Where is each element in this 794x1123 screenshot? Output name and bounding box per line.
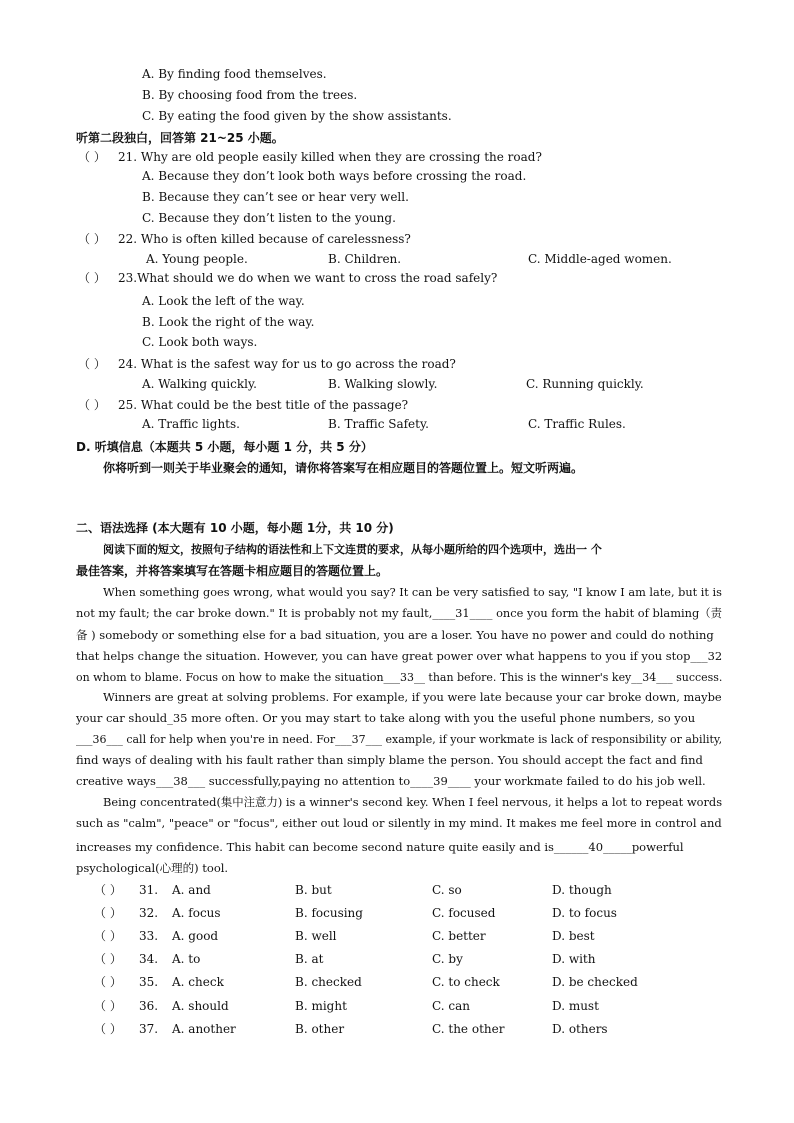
q34-option-c: C. by xyxy=(432,952,463,966)
q24-bracket: （ ） xyxy=(78,357,106,371)
q24-option-b: B. Walking slowly. xyxy=(328,377,438,391)
q33-bracket: （ ） xyxy=(94,929,122,943)
passage-line: Being concentrated(集中注意力) is a winner's second key. When I feel nervous, it helps a lot to repeat words xyxy=(103,795,723,809)
passage-line: increases my confidence. This habit can become second nature quite easily and is______40_____powerful xyxy=(76,840,684,854)
q21-option-b: B. Because they can’t see or hear very well. xyxy=(142,190,409,204)
passage-line: ___36___ call for help when you're in need. For___37___ example, if your workmate is lack of responsibility or ability, xyxy=(76,732,723,746)
passage-line: creative ways___38___ successfully,paying no attention to____39____ your workmate failed to do his job well. xyxy=(76,774,706,788)
q37-option-d: D. others xyxy=(552,1022,608,1036)
q31-number: 31. xyxy=(139,883,159,897)
grammar-instruction-2: 最佳答案，并将答案填写在答题卡相应题目的答题位置上。 xyxy=(76,564,389,578)
q31-option-a: A. and xyxy=(172,883,211,897)
q37-number: 37. xyxy=(139,1022,159,1036)
q36-option-d: D. must xyxy=(552,999,599,1013)
q35-number: 35. xyxy=(139,975,159,989)
q25-option-a: A. Traffic lights. xyxy=(142,417,240,431)
passage-line: When something goes wrong, what would you say? It can be very satisfied to say, "I know I am late, but it is xyxy=(103,585,722,599)
grammar-heading: 二、语法选择 (本大题有 10 小题，每小题 1分，共 10 分) xyxy=(76,521,394,535)
q36-bracket: （ ） xyxy=(94,999,122,1013)
q21-bracket: （ ） xyxy=(78,150,106,164)
q33-number: 33. xyxy=(139,929,159,943)
q35-option-d: D. be checked xyxy=(552,975,638,989)
q23-option-a: A. Look the left of the way. xyxy=(142,294,305,308)
q35-option-a: A. check xyxy=(172,975,224,989)
passage-line: find ways of dealing with his fault rather than simply blame the person. You should accept the fact and find xyxy=(76,753,703,767)
passage-line: not my fault; the car broke down." It is probably not my fault,____31____ once you form the habit of blaming（责 xyxy=(76,606,723,620)
q31-option-d: D. though xyxy=(552,883,612,897)
q36-option-a: A. should xyxy=(172,999,229,1013)
partD-instruction: 你将听到一则关于毕业聚会的通知，请你将答案写在相应题目的答题位置上。短文听两遍。 xyxy=(103,461,584,475)
q21-stem: 21. Why are old people easily killed when they are crossing the road? xyxy=(118,150,542,164)
q35-bracket: （ ） xyxy=(94,975,122,989)
part2-heading: 听第二段独白，回答第 21~25 小题。 xyxy=(76,131,284,145)
q32-option-d: D. to focus xyxy=(552,906,617,920)
passage-line: psychological(心理的) tool. xyxy=(76,861,229,875)
q31-bracket: （ ） xyxy=(94,883,122,897)
q21-option-a: A. Because they don’t look both ways before crossing the road. xyxy=(142,169,527,183)
q35-option-b: B. checked xyxy=(295,975,362,989)
q23-bracket: （ ） xyxy=(78,271,106,285)
q31-option-b: B. but xyxy=(295,883,332,897)
q37-option-b: B. other xyxy=(295,1022,345,1036)
q22-option-c: C. Middle-aged women. xyxy=(528,252,672,266)
q35-option-c: C. to check xyxy=(432,975,500,989)
q37-bracket: （ ） xyxy=(94,1022,122,1036)
q36-option-b: B. might xyxy=(295,999,347,1013)
q22-option-b: B. Children. xyxy=(328,252,402,266)
q34-option-b: B. at xyxy=(295,952,324,966)
q32-option-a: A. focus xyxy=(172,906,221,920)
q25-option-b: B. Traffic Safety. xyxy=(328,417,429,431)
q34-number: 34. xyxy=(139,952,159,966)
q33-option-c: C. better xyxy=(432,929,486,943)
q25-option-c: C. Traffic Rules. xyxy=(528,417,626,431)
passage-line: such as "calm", "peace" or "focus", either out loud or silently in my mind. It makes me feel more in control and xyxy=(76,816,722,830)
q32-bracket: （ ） xyxy=(94,906,122,920)
q24-option-c: C. Running quickly. xyxy=(526,377,644,391)
prev-option-c: C. By eating the food given by the show assistants. xyxy=(142,109,452,123)
q36-option-c: C. can xyxy=(432,999,470,1013)
passage-line: your car should_35 more often. Or you may start to take along with you the useful phone numbers, so you xyxy=(76,711,696,725)
q24-option-a: A. Walking quickly. xyxy=(142,377,257,391)
passage-line: on whom to blame. Focus on how to make the situation___33__ than before. This is the winner's key__34___ success. xyxy=(76,670,723,684)
q23-option-c: C. Look both ways. xyxy=(142,335,258,349)
passage-line: 备 ) somebody or something else for a bad situation, you are a loser. You have no power and could do nothing xyxy=(76,628,714,642)
q31-option-c: C. so xyxy=(432,883,462,897)
q32-number: 32. xyxy=(139,906,159,920)
q37-option-c: C. the other xyxy=(432,1022,505,1036)
partD-heading: D. 听填信息（本题共 5 小题，每小题 1 分，共 5 分） xyxy=(76,440,373,454)
q33-option-a: A. good xyxy=(172,929,219,943)
q33-option-d: D. best xyxy=(552,929,595,943)
q22-bracket: （ ） xyxy=(78,232,106,246)
q32-option-c: C. focused xyxy=(432,906,496,920)
q37-option-a: A. another xyxy=(172,1022,236,1036)
q25-bracket: （ ） xyxy=(78,398,106,412)
q34-option-a: A. to xyxy=(172,952,201,966)
q36-number: 36. xyxy=(139,999,159,1013)
q34-option-d: D. with xyxy=(552,952,596,966)
q33-option-b: B. well xyxy=(295,929,337,943)
q25-stem: 25. What could be the best title of the passage? xyxy=(118,398,409,412)
q32-option-b: B. focusing xyxy=(295,906,363,920)
q34-bracket: （ ） xyxy=(94,952,122,966)
q23-option-b: B. Look the right of the way. xyxy=(142,315,315,329)
q23-stem: 23.What should we do when we want to cross the road safely? xyxy=(118,271,498,285)
passage-line: that helps change the situation. However, you can have great power over what happens to you if you stop___32 xyxy=(76,649,723,663)
q22-stem: 22. Who is often killed because of carelessness? xyxy=(118,232,411,246)
passage-line: Winners are great at solving problems. For example, if you were late because your car broke down, maybe xyxy=(103,690,722,704)
q24-stem: 24. What is the safest way for us to go across the road? xyxy=(118,357,456,371)
grammar-instruction-1: 阅读下面的短文，按照句子结构的语法性和上下文连贯的要求，从每小题所给的四个选项中，选出一 个 xyxy=(103,543,602,556)
prev-option-b: B. By choosing food from the trees. xyxy=(142,88,358,102)
q22-option-a: A. Young people. xyxy=(146,252,248,266)
q21-option-c: C. Because they don’t listen to the young. xyxy=(142,211,396,225)
prev-option-a: A. By finding food themselves. xyxy=(142,67,327,81)
